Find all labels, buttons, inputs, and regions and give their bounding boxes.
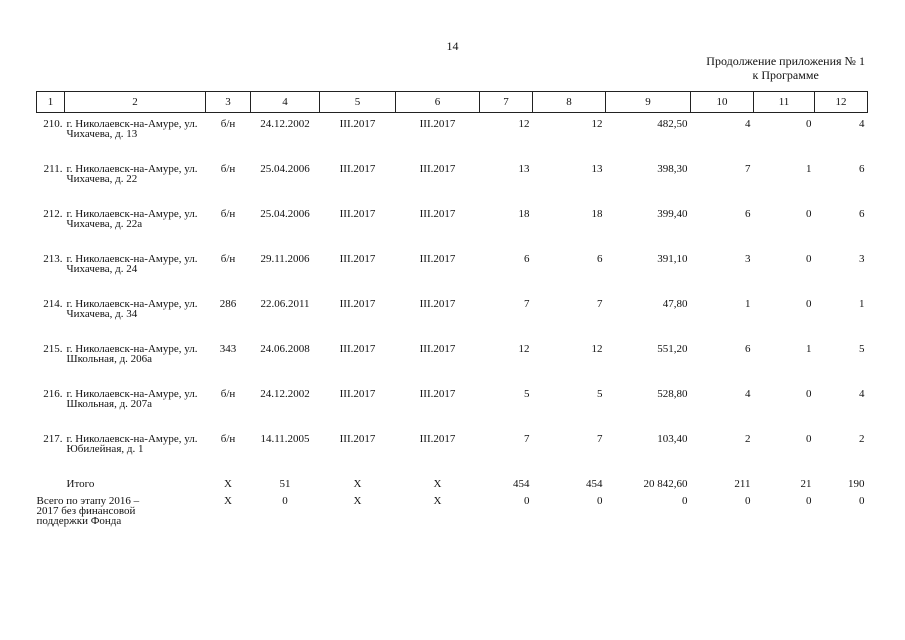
row-address: г. Николаевск-на-Амуре, ул. Чихачева, д. 13 — [66, 118, 198, 140]
total-col6: X — [433, 478, 442, 490]
row-address: г. Николаевск-на-Амуре, ул. Чихачева, д. 22 — [66, 163, 198, 185]
cell-col6: III.2017 — [419, 433, 456, 445]
header-cell: 1 — [37, 92, 65, 113]
stage-total-label: Всего по этапу 2016 – 2017 без финансовой поддержки Фонда — [36, 495, 140, 527]
header-cell: 8 — [533, 92, 606, 113]
cell-col8: 7 — [597, 433, 603, 445]
cell-col9: 482,50 — [657, 118, 688, 130]
header-cell: 7 — [480, 92, 533, 113]
cell-col3: б/н — [220, 163, 236, 175]
cell-col11: 0 — [806, 208, 812, 220]
cell-col3: б/н — [220, 388, 236, 400]
total-col8: 454 — [586, 478, 603, 490]
cell-col4: 25.04.2006 — [260, 163, 310, 175]
cell-col6: III.2017 — [419, 388, 456, 400]
row-number: 211. — [43, 163, 63, 175]
cell-col9: 399,40 — [657, 208, 688, 220]
row-number: 210. — [43, 118, 63, 130]
cell-col9: 551,20 — [657, 343, 688, 355]
cell-col12: 4 — [859, 118, 865, 130]
row-address: г. Николаевск-на-Амуре, ул. Чихачева, д. 24 — [66, 253, 198, 275]
header-cell: 12 — [815, 92, 868, 113]
header-cell: 2 — [65, 92, 206, 113]
cell-col12: 4 — [859, 388, 865, 400]
row-number: 215. — [43, 343, 63, 355]
total-col12: 190 — [848, 478, 865, 490]
stage-total-col4: 0 — [282, 495, 288, 507]
table-row — [37, 113, 868, 159]
cell-col3: б/н — [220, 208, 236, 220]
stage-total-col5: X — [353, 495, 362, 507]
header-cell: 10 — [691, 92, 754, 113]
cell-col9: 47,80 — [662, 298, 688, 310]
cell-col8: 13 — [591, 163, 603, 175]
cell-col7: 12 — [518, 118, 530, 130]
cell-col5: III.2017 — [339, 208, 376, 220]
cell-col11: 0 — [806, 388, 812, 400]
total-col9: 20 842,60 — [643, 478, 688, 490]
cell-col8: 12 — [591, 118, 603, 130]
cell-col11: 0 — [806, 298, 812, 310]
stage-total-col11: 0 — [806, 495, 812, 507]
cell-col10: 3 — [745, 253, 751, 265]
stage-total-col8: 0 — [597, 495, 603, 507]
cell-col3: б/н — [220, 433, 236, 445]
stage-total-col6: X — [433, 495, 442, 507]
cell-col9: 391,10 — [657, 253, 688, 265]
stage-total-col7: 0 — [524, 495, 530, 507]
total-spacer — [37, 473, 65, 494]
cell-col8: 6 — [597, 253, 603, 265]
cell-col12: 3 — [859, 253, 865, 265]
table-row — [37, 248, 868, 293]
cell-col6: III.2017 — [419, 208, 456, 220]
cell-col4: 24.12.2002 — [260, 118, 310, 130]
cell-col7: 12 — [518, 343, 530, 355]
cell-col12: 1 — [859, 298, 865, 310]
cell-col11: 0 — [806, 118, 812, 130]
page-number: 14 — [446, 39, 459, 53]
cell-col5: III.2017 — [339, 253, 376, 265]
cell-col6: III.2017 — [419, 118, 456, 130]
cell-col8: 12 — [591, 343, 603, 355]
row-number: 216. — [43, 388, 63, 400]
stage-total-col3: X — [224, 495, 232, 507]
header-cell: 3 — [206, 92, 251, 113]
header-cell: 11 — [754, 92, 815, 113]
cell-col12: 6 — [859, 163, 865, 175]
header-cell: 6 — [396, 92, 480, 113]
table-row — [37, 338, 868, 383]
cell-col7: 13 — [518, 163, 530, 175]
header-cell: 9 — [606, 92, 691, 113]
row-number: 217. — [43, 433, 63, 445]
cell-col5: III.2017 — [339, 433, 376, 445]
cell-col7: 18 — [518, 208, 530, 220]
stage-total-col12: 0 — [859, 495, 865, 507]
total-row — [37, 473, 868, 494]
cell-col5: III.2017 — [339, 298, 376, 310]
table-row — [37, 158, 868, 203]
row-address: г. Николаевск-на-Амуре, ул. Чихачева, д. 22а — [66, 208, 198, 230]
cell-col4: 24.06.2008 — [260, 343, 310, 355]
total-col4: 51 — [279, 478, 291, 490]
cell-col9: 398,30 — [657, 163, 688, 175]
cell-col10: 6 — [745, 208, 751, 220]
total-label: Итого — [66, 478, 95, 490]
cell-col10: 2 — [745, 433, 751, 445]
cell-col3: 343 — [219, 343, 237, 355]
stage-total-col9: 0 — [682, 495, 688, 507]
total-col5: X — [353, 478, 362, 490]
row-address: г. Николаевск-на-Амуре, ул. Чихачева, д. 34 — [66, 298, 198, 320]
cell-col9: 528,80 — [657, 388, 688, 400]
cell-col12: 5 — [859, 343, 865, 355]
row-number: 212. — [43, 208, 63, 220]
cell-col3: б/н — [220, 118, 236, 130]
program-table — [36, 91, 868, 526]
cell-col6: III.2017 — [419, 343, 456, 355]
header-cell: 5 — [320, 92, 396, 113]
total-col11: 21 — [800, 478, 812, 490]
cell-col7: 7 — [524, 298, 530, 310]
table-row — [37, 203, 868, 248]
cell-col10: 6 — [745, 343, 751, 355]
cell-col4: 22.06.2011 — [260, 298, 310, 310]
total-col10: 211 — [734, 478, 751, 490]
total-col7: 454 — [513, 478, 530, 490]
row-address: г. Николаевск-на-Амуре, ул. Школьная, д. 207а — [66, 388, 198, 410]
continuation-line-2: к Программе — [752, 68, 819, 82]
cell-col4: 29.11.2006 — [260, 253, 310, 265]
cell-col11: 0 — [806, 253, 812, 265]
row-address: г. Николаевск-на-Амуре, ул. Юбилейная, д. 1 — [66, 433, 198, 455]
header-cell: 4 — [251, 92, 320, 113]
cell-col10: 4 — [745, 118, 751, 130]
cell-col5: III.2017 — [339, 388, 376, 400]
cell-col10: 1 — [745, 298, 751, 310]
table-row — [37, 383, 868, 428]
cell-col5: III.2017 — [339, 163, 376, 175]
cell-col12: 6 — [859, 208, 865, 220]
cell-col6: III.2017 — [419, 253, 456, 265]
cell-col12: 2 — [859, 433, 865, 445]
cell-col3: б/н — [220, 253, 236, 265]
stage-total-row — [37, 494, 868, 526]
cell-col4: 14.11.2005 — [260, 433, 310, 445]
row-number: 213. — [43, 253, 63, 265]
cell-col11: 0 — [806, 433, 812, 445]
cell-col8: 5 — [597, 388, 603, 400]
cell-col4: 24.12.2002 — [260, 388, 310, 400]
cell-col11: 1 — [806, 343, 812, 355]
cell-col5: III.2017 — [339, 343, 376, 355]
continuation-line-1: Продолжение приложения № 1 — [706, 54, 865, 68]
cell-col7: 6 — [524, 253, 530, 265]
cell-col10: 7 — [745, 163, 751, 175]
cell-col4: 25.04.2006 — [260, 208, 310, 220]
cell-col9: 103,40 — [657, 433, 688, 445]
cell-col6: III.2017 — [419, 298, 456, 310]
row-address: г. Николаевск-на-Амуре, ул. Школьная, д. 206а — [66, 343, 198, 365]
continuation-heading — [706, 54, 865, 82]
table-row — [37, 428, 868, 473]
cell-col7: 5 — [524, 388, 530, 400]
row-number: 214. — [43, 298, 63, 310]
cell-col7: 7 — [524, 433, 530, 445]
column-number-header — [37, 92, 868, 113]
total-col3: X — [224, 478, 232, 490]
cell-col6: III.2017 — [419, 163, 456, 175]
cell-col3: 286 — [219, 298, 237, 310]
cell-col10: 4 — [745, 388, 751, 400]
cell-col5: III.2017 — [339, 118, 376, 130]
table-row — [37, 293, 868, 338]
cell-col8: 7 — [597, 298, 603, 310]
cell-col11: 1 — [806, 163, 812, 175]
stage-total-col10: 0 — [745, 495, 751, 507]
cell-col8: 18 — [591, 208, 603, 220]
